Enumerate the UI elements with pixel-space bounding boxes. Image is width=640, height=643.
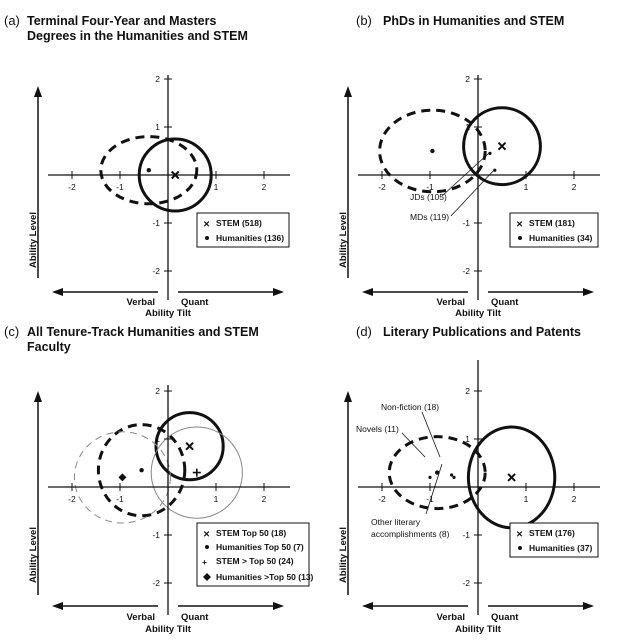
x-marker-icon: ✕ bbox=[203, 219, 211, 229]
annotation-label: Non-fiction (18) bbox=[381, 402, 440, 412]
y-tick-label: 1 bbox=[155, 122, 160, 132]
legend-label: STEM > Top 50 (24) bbox=[216, 556, 294, 566]
right-arrow-icon bbox=[583, 288, 594, 296]
legend-label: Humanities (34) bbox=[529, 233, 593, 243]
plus-marker-icon: + bbox=[202, 557, 207, 567]
x-marker-icon: ✕ bbox=[516, 529, 524, 539]
data-point-marker bbox=[139, 468, 143, 472]
annotation-label: JDs (105) bbox=[410, 192, 447, 202]
dot-marker-icon bbox=[518, 546, 522, 550]
panel-label: (c) bbox=[4, 324, 20, 339]
x-tick-label: 1 bbox=[213, 494, 219, 504]
quant-label: Quant bbox=[181, 612, 209, 623]
left-arrow-icon bbox=[362, 602, 373, 610]
x-marker-icon: ✕ bbox=[516, 219, 524, 229]
up-arrow-icon bbox=[34, 86, 42, 97]
data-point-marker bbox=[428, 476, 431, 479]
panel-title-line-1: Terminal Four-Year and Masters bbox=[27, 14, 217, 28]
x-tick-label: 2 bbox=[571, 494, 577, 504]
dot-marker-icon bbox=[205, 545, 209, 549]
legend-label: STEM Top 50 (18) bbox=[216, 528, 287, 538]
y-tick-label: -1 bbox=[462, 530, 470, 540]
annotation-label: MDs (119) bbox=[410, 212, 450, 222]
right-arrow-icon bbox=[583, 602, 594, 610]
data-point-marker bbox=[452, 476, 455, 479]
legend bbox=[510, 523, 598, 557]
x-tick-label: 1 bbox=[523, 494, 529, 504]
dot-marker-icon bbox=[205, 236, 209, 240]
x-tick-label: -1 bbox=[116, 182, 124, 192]
verbal-label: Verbal bbox=[126, 297, 155, 308]
y-axis-title: Ability Level bbox=[28, 527, 39, 583]
data-point-marker bbox=[508, 474, 515, 481]
annotation-label: Other literary bbox=[371, 517, 421, 527]
up-arrow-icon bbox=[34, 391, 42, 402]
y-tick-label: -1 bbox=[462, 218, 470, 228]
right-arrow-icon bbox=[273, 288, 284, 296]
y-tick-label: -2 bbox=[152, 578, 160, 588]
quant-label: Quant bbox=[491, 612, 519, 623]
up-arrow-icon bbox=[344, 391, 352, 402]
y-tick-label: 2 bbox=[465, 74, 470, 84]
left-arrow-icon bbox=[52, 602, 63, 610]
y-tick-label: -2 bbox=[152, 266, 160, 276]
x-tick-label: 1 bbox=[213, 182, 219, 192]
x-tick-label: -1 bbox=[116, 494, 124, 504]
data-point-marker bbox=[186, 443, 193, 450]
x-axis-title: Ability Tilt bbox=[145, 308, 191, 319]
legend bbox=[510, 213, 598, 247]
data-point-marker bbox=[193, 469, 201, 477]
legend-label: STEM (518) bbox=[216, 218, 262, 228]
panel-c bbox=[4, 324, 314, 635]
marker-layer bbox=[428, 470, 515, 481]
x-marker-icon: ✕ bbox=[203, 529, 211, 539]
panel-title-line-1: PhDs in Humanities and STEM bbox=[383, 14, 565, 28]
legend-label: Humanities (136) bbox=[216, 233, 285, 243]
data-point-marker bbox=[118, 473, 126, 481]
annotation-jds bbox=[410, 153, 489, 202]
legend-label: Humanities >Top 50 (13) bbox=[216, 572, 314, 582]
panel-label: (b) bbox=[356, 13, 372, 28]
panel-title-line-2: Faculty bbox=[27, 340, 71, 354]
panel-label: (a) bbox=[4, 13, 20, 28]
ellipse-layer bbox=[101, 137, 211, 211]
marker-layer bbox=[430, 143, 505, 172]
y-axis-title: Ability Level bbox=[28, 212, 39, 268]
right-arrow-icon bbox=[273, 602, 284, 610]
legend-label: Humanities Top 50 (7) bbox=[216, 542, 304, 552]
verbal-label: Verbal bbox=[436, 297, 465, 308]
x-axis-title: Ability Tilt bbox=[145, 624, 191, 635]
annotation-novels bbox=[356, 424, 425, 457]
quant-label: Quant bbox=[181, 297, 209, 308]
legend-label: Humanities (37) bbox=[529, 543, 593, 553]
y-tick-label: 1 bbox=[465, 122, 470, 132]
left-arrow-icon bbox=[52, 288, 63, 296]
y-tick-label: 2 bbox=[465, 386, 470, 396]
x-axis-title: Ability Tilt bbox=[455, 308, 501, 319]
annotation-label: Novels (11) bbox=[356, 424, 399, 434]
legend-label: STEM (176) bbox=[529, 528, 575, 538]
x-tick-label: -2 bbox=[68, 182, 76, 192]
panel-d bbox=[338, 324, 600, 635]
x-tick-label: -2 bbox=[68, 494, 76, 504]
y-tick-label: 1 bbox=[465, 434, 470, 444]
y-axis-title: Ability Level bbox=[338, 527, 349, 583]
y-tick-label: 2 bbox=[155, 386, 160, 396]
data-point-marker bbox=[499, 143, 506, 150]
y-tick-label: -2 bbox=[462, 266, 470, 276]
up-arrow-icon bbox=[344, 86, 352, 97]
legend-label: STEM (181) bbox=[529, 218, 575, 228]
y-tick-label: -1 bbox=[152, 530, 160, 540]
legend bbox=[197, 213, 289, 247]
panel-a bbox=[4, 13, 290, 319]
annotation-label: accomplishments (8) bbox=[371, 529, 450, 539]
verbal-label: Verbal bbox=[436, 612, 465, 623]
x-tick-label: 2 bbox=[261, 182, 267, 192]
y-tick-label: 2 bbox=[155, 74, 160, 84]
x-tick-label: 1 bbox=[523, 182, 529, 192]
panel-b bbox=[338, 13, 600, 319]
y-tick-label: 1 bbox=[155, 434, 160, 444]
data-point-marker bbox=[430, 149, 434, 153]
data-point-marker bbox=[147, 168, 151, 172]
legend bbox=[197, 523, 314, 586]
dot-marker-icon bbox=[518, 236, 522, 240]
x-tick-label: -2 bbox=[378, 494, 386, 504]
panel-title-line-2: Degrees in the Humanities and STEM bbox=[27, 29, 248, 43]
data-point-marker bbox=[450, 473, 453, 476]
marker-layer bbox=[147, 168, 179, 179]
x-tick-label: -1 bbox=[426, 494, 434, 504]
ellipse-layer bbox=[74, 413, 242, 523]
panel-title-line-1: Literary Publications and Patents bbox=[383, 325, 581, 339]
panel-title-line-1: All Tenure-Track Humanities and STEM bbox=[27, 325, 259, 339]
quant-label: Quant bbox=[491, 297, 519, 308]
x-tick-label: -2 bbox=[378, 182, 386, 192]
verbal-label: Verbal bbox=[126, 612, 155, 623]
y-tick-label: -1 bbox=[152, 218, 160, 228]
x-tick-label: -1 bbox=[426, 182, 434, 192]
x-tick-label: 2 bbox=[261, 494, 267, 504]
ellipse-layer bbox=[389, 427, 555, 528]
left-arrow-icon bbox=[362, 288, 373, 296]
x-axis-title: Ability Tilt bbox=[455, 624, 501, 635]
panel-label: (d) bbox=[356, 324, 372, 339]
x-tick-label: 2 bbox=[571, 182, 577, 192]
y-axis-title: Ability Level bbox=[338, 212, 349, 268]
y-tick-label: -2 bbox=[462, 578, 470, 588]
